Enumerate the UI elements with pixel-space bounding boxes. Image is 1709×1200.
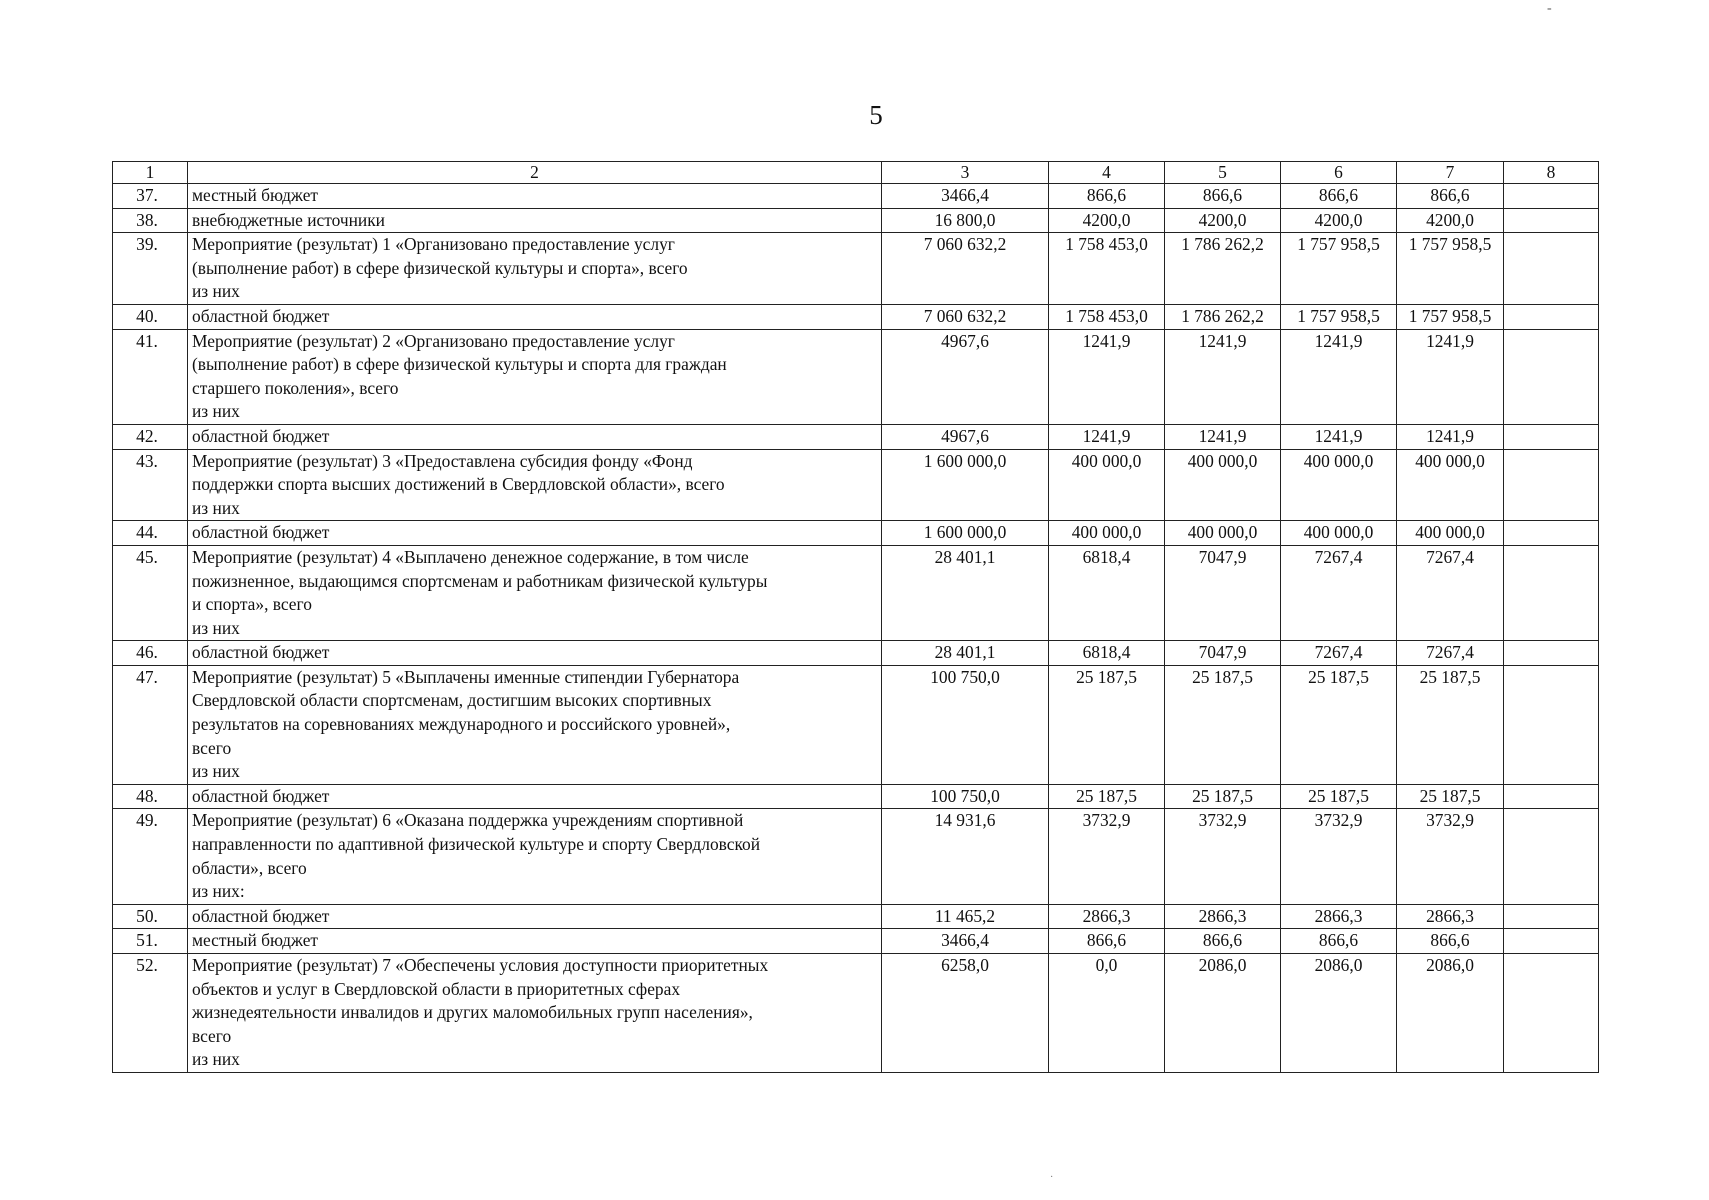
table-row bbox=[113, 208, 1599, 233]
value-cell-7: 1241,9 bbox=[1397, 329, 1504, 424]
value-cell-3: 7 060 632,2 bbox=[882, 304, 1049, 329]
value-cell-8 bbox=[1504, 665, 1599, 784]
description-line: направленности по адаптивной физической культуре и спорту Свердловской bbox=[192, 834, 761, 855]
value-cell-4: 6818,4 bbox=[1049, 545, 1165, 640]
header-cell-1: 1 bbox=[113, 162, 188, 184]
table-row bbox=[113, 809, 1599, 904]
table-row bbox=[113, 329, 1599, 424]
description-line: объектов и услуг в Свердловской области в приоритетных сферах bbox=[192, 978, 681, 999]
row-description bbox=[188, 954, 882, 1073]
value-cell-5: 400 000,0 bbox=[1165, 449, 1281, 521]
row-description bbox=[188, 784, 882, 809]
value-cell-4: 4200,0 bbox=[1049, 208, 1165, 233]
value-cell-8 bbox=[1504, 184, 1599, 209]
description-line: областной бюджет bbox=[192, 425, 330, 446]
row-description bbox=[188, 449, 882, 521]
table-row bbox=[113, 641, 1599, 666]
row-description bbox=[188, 521, 882, 546]
value-cell-3: 100 750,0 bbox=[882, 665, 1049, 784]
table-row bbox=[113, 521, 1599, 546]
value-cell-6: 1241,9 bbox=[1281, 329, 1397, 424]
value-cell-7: 25 187,5 bbox=[1397, 665, 1504, 784]
description-line: результатов на соревнованиях международного и российского уровней», bbox=[192, 714, 731, 735]
row-number: 48. bbox=[113, 784, 188, 809]
description-line: из них bbox=[192, 1049, 240, 1070]
row-description bbox=[188, 545, 882, 640]
scan-dot: · bbox=[1050, 1172, 1054, 1183]
value-cell-7: 3732,9 bbox=[1397, 809, 1504, 904]
description-line: (выполнение работ) в сфере физической культуры и спорта для граждан bbox=[192, 354, 727, 375]
row-number: 41. bbox=[113, 329, 188, 424]
value-cell-7: 7267,4 bbox=[1397, 641, 1504, 666]
value-cell-8 bbox=[1504, 521, 1599, 546]
value-cell-7: 2086,0 bbox=[1397, 954, 1504, 1073]
value-cell-4: 25 187,5 bbox=[1049, 784, 1165, 809]
value-cell-4: 866,6 bbox=[1049, 184, 1165, 209]
header-cell-4: 4 bbox=[1049, 162, 1165, 184]
row-number: 43. bbox=[113, 449, 188, 521]
value-cell-7: 866,6 bbox=[1397, 184, 1504, 209]
value-cell-7: 400 000,0 bbox=[1397, 521, 1504, 546]
description-line: Мероприятие (результат) 4 «Выплачено денежное содержание, в том числе bbox=[192, 546, 749, 567]
row-number: 37. bbox=[113, 184, 188, 209]
row-description bbox=[188, 329, 882, 424]
description-line: Свердловской области спортсменам, достигшим высоких спортивных bbox=[192, 690, 712, 711]
description-line: всего bbox=[192, 1025, 232, 1046]
description-line: жизнедеятельности инвалидов и других маломобильных групп населения», bbox=[192, 1002, 753, 1023]
value-cell-6: 1 757 958,5 bbox=[1281, 233, 1397, 305]
table-row bbox=[113, 784, 1599, 809]
value-cell-6: 4200,0 bbox=[1281, 208, 1397, 233]
header-cell-5: 5 bbox=[1165, 162, 1281, 184]
page-number: 5 bbox=[869, 100, 883, 130]
value-cell-4: 1241,9 bbox=[1049, 424, 1165, 449]
value-cell-8 bbox=[1504, 208, 1599, 233]
value-cell-3: 100 750,0 bbox=[882, 784, 1049, 809]
description-line: местный бюджет bbox=[192, 930, 319, 951]
value-cell-4: 1 758 453,0 bbox=[1049, 233, 1165, 305]
value-cell-8 bbox=[1504, 233, 1599, 305]
value-cell-8 bbox=[1504, 929, 1599, 954]
table-row bbox=[113, 545, 1599, 640]
row-description bbox=[188, 904, 882, 929]
header-cell-3: 3 bbox=[882, 162, 1049, 184]
header-cell-7: 7 bbox=[1397, 162, 1504, 184]
row-description bbox=[188, 424, 882, 449]
value-cell-3: 14 931,6 bbox=[882, 809, 1049, 904]
corner-mark: - bbox=[1547, 1, 1552, 16]
value-cell-3: 1 600 000,0 bbox=[882, 521, 1049, 546]
value-cell-3: 28 401,1 bbox=[882, 641, 1049, 666]
row-description bbox=[188, 665, 882, 784]
value-cell-6: 1 757 958,5 bbox=[1281, 304, 1397, 329]
value-cell-7: 400 000,0 bbox=[1397, 449, 1504, 521]
table-row bbox=[113, 929, 1599, 954]
row-number: 39. bbox=[113, 233, 188, 305]
table-row bbox=[113, 449, 1599, 521]
description-line: поддержки спорта высших достижений в Свердловской области», всего bbox=[192, 474, 725, 495]
value-cell-4: 3732,9 bbox=[1049, 809, 1165, 904]
value-cell-8 bbox=[1504, 641, 1599, 666]
value-cell-6: 7267,4 bbox=[1281, 545, 1397, 640]
value-cell-5: 2086,0 bbox=[1165, 954, 1281, 1073]
value-cell-6: 2086,0 bbox=[1281, 954, 1397, 1073]
row-number: 38. bbox=[113, 208, 188, 233]
value-cell-4: 25 187,5 bbox=[1049, 665, 1165, 784]
value-cell-5: 3732,9 bbox=[1165, 809, 1281, 904]
table-row bbox=[113, 904, 1599, 929]
table-row bbox=[113, 184, 1599, 209]
row-number: 50. bbox=[113, 904, 188, 929]
value-cell-3: 11 465,2 bbox=[882, 904, 1049, 929]
row-number: 42. bbox=[113, 424, 188, 449]
description-line: из них bbox=[192, 617, 240, 638]
description-line: из них bbox=[192, 497, 240, 518]
description-line: областной бюджет bbox=[192, 905, 330, 926]
value-cell-7: 4200,0 bbox=[1397, 208, 1504, 233]
value-cell-8 bbox=[1504, 784, 1599, 809]
row-number: 46. bbox=[113, 641, 188, 666]
description-line: пожизненное, выдающимся спортсменам и работникам физической культуры bbox=[192, 570, 768, 591]
value-cell-5: 1 786 262,2 bbox=[1165, 233, 1281, 305]
value-cell-7: 25 187,5 bbox=[1397, 784, 1504, 809]
description-line: Мероприятие (результат) 1 «Организовано предоставление услуг bbox=[192, 234, 675, 255]
value-cell-5: 866,6 bbox=[1165, 184, 1281, 209]
description-line: местный бюджет bbox=[192, 185, 319, 205]
value-cell-8 bbox=[1504, 809, 1599, 904]
value-cell-7: 866,6 bbox=[1397, 929, 1504, 954]
value-cell-8 bbox=[1504, 424, 1599, 449]
value-cell-3: 7 060 632,2 bbox=[882, 233, 1049, 305]
table-row bbox=[113, 424, 1599, 449]
value-cell-7: 7267,4 bbox=[1397, 545, 1504, 640]
row-description bbox=[188, 641, 882, 666]
row-number: 45. bbox=[113, 545, 188, 640]
value-cell-7: 2866,3 bbox=[1397, 904, 1504, 929]
description-line: областной бюджет bbox=[192, 522, 330, 543]
value-cell-8 bbox=[1504, 329, 1599, 424]
value-cell-4: 2866,3 bbox=[1049, 904, 1165, 929]
row-number: 44. bbox=[113, 521, 188, 546]
table-body bbox=[113, 162, 1599, 1073]
description-line: внебюджетные источники bbox=[192, 209, 385, 230]
row-number: 49. bbox=[113, 809, 188, 904]
table-header-row bbox=[113, 162, 1599, 184]
table-row bbox=[113, 304, 1599, 329]
value-cell-7: 1 757 958,5 bbox=[1397, 304, 1504, 329]
value-cell-6: 400 000,0 bbox=[1281, 521, 1397, 546]
row-description bbox=[188, 184, 882, 209]
header-cell-2: 2 bbox=[188, 162, 882, 184]
value-cell-5: 2866,3 bbox=[1165, 904, 1281, 929]
value-cell-4: 1 758 453,0 bbox=[1049, 304, 1165, 329]
row-description bbox=[188, 809, 882, 904]
description-line: всего bbox=[192, 737, 232, 758]
row-description bbox=[188, 304, 882, 329]
header-cell-6: 6 bbox=[1281, 162, 1397, 184]
value-cell-3: 6258,0 bbox=[882, 954, 1049, 1073]
value-cell-4: 1241,9 bbox=[1049, 329, 1165, 424]
value-cell-6: 400 000,0 bbox=[1281, 449, 1397, 521]
row-description bbox=[188, 208, 882, 233]
value-cell-6: 7267,4 bbox=[1281, 641, 1397, 666]
value-cell-8 bbox=[1504, 545, 1599, 640]
description-line: из них bbox=[192, 401, 240, 422]
value-cell-8 bbox=[1504, 954, 1599, 1073]
value-cell-5: 25 187,5 bbox=[1165, 665, 1281, 784]
value-cell-3: 3466,4 bbox=[882, 184, 1049, 209]
value-cell-8 bbox=[1504, 304, 1599, 329]
value-cell-5: 25 187,5 bbox=[1165, 784, 1281, 809]
value-cell-6: 866,6 bbox=[1281, 929, 1397, 954]
value-cell-5: 1241,9 bbox=[1165, 424, 1281, 449]
value-cell-6: 1241,9 bbox=[1281, 424, 1397, 449]
description-line: Мероприятие (результат) 3 «Предоставлена субсидия фонду «Фонд bbox=[192, 450, 693, 471]
value-cell-8 bbox=[1504, 449, 1599, 521]
value-cell-3: 1 600 000,0 bbox=[882, 449, 1049, 521]
description-line: Мероприятие (результат) 7 «Обеспечены условия доступности приоритетных bbox=[192, 955, 769, 975]
description-line: старшего поколения», всего bbox=[192, 377, 399, 398]
row-number: 47. bbox=[113, 665, 188, 784]
value-cell-3: 3466,4 bbox=[882, 929, 1049, 954]
value-cell-4: 400 000,0 bbox=[1049, 449, 1165, 521]
description-line: областной бюджет bbox=[192, 785, 330, 806]
value-cell-8 bbox=[1504, 904, 1599, 929]
description-line: (выполнение работ) в сфере физической культуры и спорта», всего bbox=[192, 257, 688, 278]
value-cell-5: 1241,9 bbox=[1165, 329, 1281, 424]
value-cell-6: 25 187,5 bbox=[1281, 665, 1397, 784]
value-cell-3: 4967,6 bbox=[882, 329, 1049, 424]
row-description bbox=[188, 929, 882, 954]
budget-table bbox=[112, 161, 1599, 1073]
description-line: областной бюджет bbox=[192, 305, 330, 326]
description-line: Мероприятие (результат) 5 «Выплачены именные стипендии Губернатора bbox=[192, 666, 740, 687]
value-cell-5: 400 000,0 bbox=[1165, 521, 1281, 546]
value-cell-7: 1 757 958,5 bbox=[1397, 233, 1504, 305]
value-cell-5: 7047,9 bbox=[1165, 641, 1281, 666]
row-number: 51. bbox=[113, 929, 188, 954]
value-cell-6: 2866,3 bbox=[1281, 904, 1397, 929]
value-cell-3: 28 401,1 bbox=[882, 545, 1049, 640]
value-cell-5: 4200,0 bbox=[1165, 208, 1281, 233]
description-line: Мероприятие (результат) 2 «Организовано предоставление услуг bbox=[192, 330, 675, 351]
header-cell-8: 8 bbox=[1504, 162, 1599, 184]
description-line: из них bbox=[192, 761, 240, 782]
value-cell-7: 1241,9 bbox=[1397, 424, 1504, 449]
description-line: областной бюджет bbox=[192, 642, 330, 663]
value-cell-5: 7047,9 bbox=[1165, 545, 1281, 640]
value-cell-5: 866,6 bbox=[1165, 929, 1281, 954]
table-row bbox=[113, 233, 1599, 305]
value-cell-4: 6818,4 bbox=[1049, 641, 1165, 666]
value-cell-6: 25 187,5 bbox=[1281, 784, 1397, 809]
description-line: из них bbox=[192, 281, 240, 302]
description-line: и спорта», всего bbox=[192, 594, 312, 615]
value-cell-3: 4967,6 bbox=[882, 424, 1049, 449]
row-description bbox=[188, 233, 882, 305]
table-row bbox=[113, 665, 1599, 784]
table-row bbox=[113, 954, 1599, 1073]
description-line: области», всего bbox=[192, 857, 307, 878]
value-cell-6: 3732,9 bbox=[1281, 809, 1397, 904]
row-number: 52. bbox=[113, 954, 188, 1073]
description-line: Мероприятие (результат) 6 «Оказана поддержка учреждениям спортивной bbox=[192, 810, 744, 831]
description-line: из них: bbox=[192, 881, 245, 902]
value-cell-6: 866,6 bbox=[1281, 184, 1397, 209]
value-cell-5: 1 786 262,2 bbox=[1165, 304, 1281, 329]
value-cell-4: 400 000,0 bbox=[1049, 521, 1165, 546]
value-cell-4: 866,6 bbox=[1049, 929, 1165, 954]
value-cell-4: 0,0 bbox=[1049, 954, 1165, 1073]
value-cell-3: 16 800,0 bbox=[882, 208, 1049, 233]
row-number: 40. bbox=[113, 304, 188, 329]
